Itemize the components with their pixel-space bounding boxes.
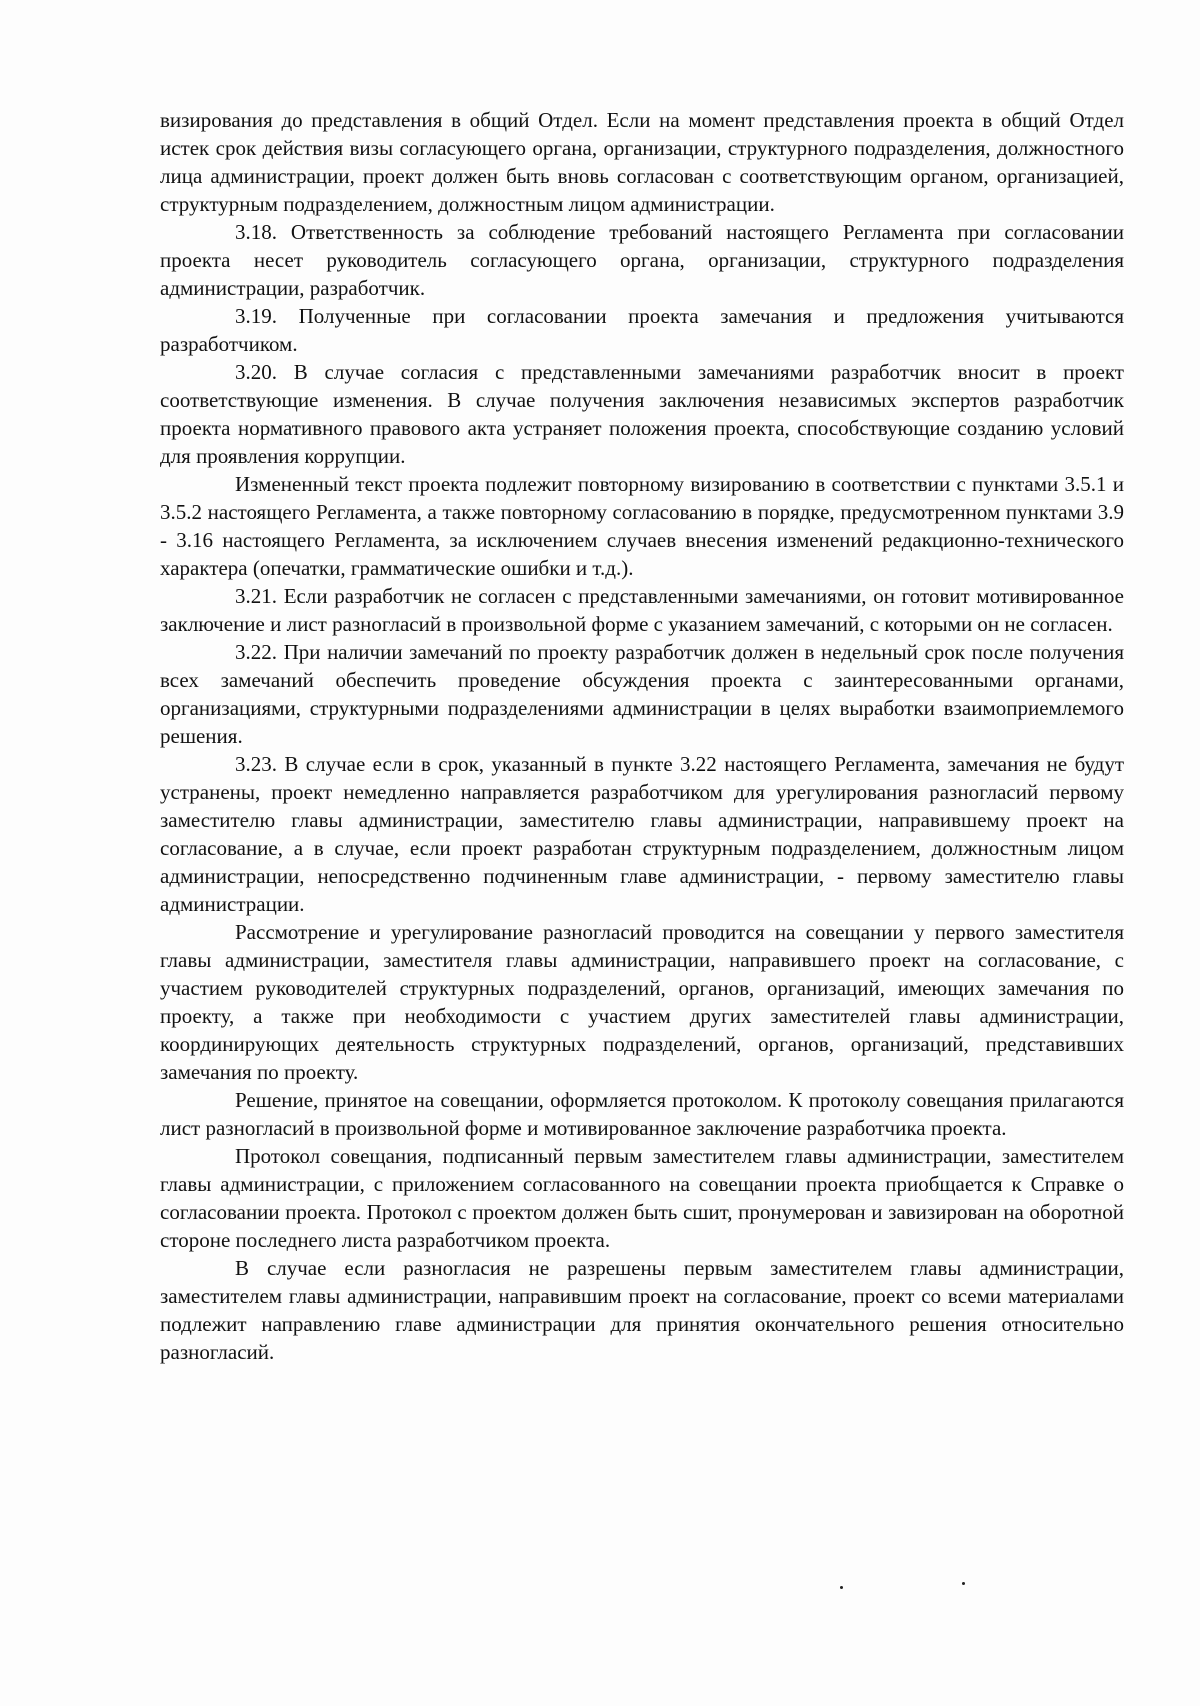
paragraph-3-19: 3.19. Полученные при согласовании проекта замечания и предложения учитываются разработчиком. bbox=[160, 304, 1124, 356]
paragraph-3-22: 3.22. При наличии замечаний по проекту разработчик должен в недельный срок после получения всех замечаний обеспечить проведение обсуждения проекта с заинтересованными органами, организациями, структурными подразделениями администрации в целях выработки взаимоприемлемого решения. bbox=[160, 640, 1124, 748]
scan-speck bbox=[840, 1586, 843, 1589]
paragraph-revised-text: Измененный текст проекта подлежит повторному визированию в соответствии с пунктами 3.5.1 и 3.5.2 настоящего Регламента, а также повторному согласованию в порядке, предусмотренном пунктами 3.9 - 3.16 настоящего Регламента, за исключением случаев внесения изменений редакционно-технического характера (опечатки, грамматические ошибки и т.д.). bbox=[160, 472, 1124, 580]
paragraph-meeting-protocol: Протокол совещания, подписанный первым заместителем главы администрации, заместителем главы администрации, с приложением согласованного на совещании проекта приобщается к Справке о согласовании проекта. Протокол с проектом должен быть сшит, пронумерован и завизирован на оборотной стороне последнего листа разработчиком проекта. bbox=[160, 1144, 1124, 1252]
paragraph-3-20: 3.20. В случае согласия с представленными замечаниями разработчик вносит в проект соответствующие изменения. В случае получения заключения независимых экспертов разработчик проекта нормативного правового акта устраняет положения проекта, способствующие созданию условий для проявления коррупции. bbox=[160, 360, 1124, 468]
paragraph-3-21: 3.21. Если разработчик не согласен с представленными замечаниями, он готовит мотивированное заключение и лист разногласий в произвольной форме с указанием замечаний, с которыми он не согласен. bbox=[160, 584, 1124, 636]
document-body bbox=[160, 106, 1124, 1366]
scan-speck bbox=[962, 1582, 965, 1585]
paragraph-meeting-decision: Решение, принятое на совещании, оформляется протоколом. К протоколу совещания прилагаются лист разногласий в произвольной форме и мотивированное заключение разработчика проекта. bbox=[160, 1088, 1124, 1140]
paragraph-3-23: 3.23. В случае если в срок, указанный в пункте 3.22 настоящего Регламента, замечания не будут устранены, проект немедленно направляется разработчиком для урегулирования разногласий первому заместителю главы администрации, заместителю главы администрации, направившему проект на согласование, а в случае, если проект разработан структурным подразделением, должностным лицом администрации, непосредственно подчиненным главе администрации, - первому заместителю главы администрации. bbox=[160, 752, 1124, 916]
paragraph-disagreement-review: Рассмотрение и урегулирование разногласий проводится на совещании у первого заместителя главы администрации, заместителя главы администрации, направившего проект на согласование, с участием руководителей структурных подразделений, органов, организаций, имеющих замечания по проекту, а также при необходимости с участием других заместителей главы администрации, координирующих деятельность структурных подразделений, органов, организаций, представивших замечания по проекту. bbox=[160, 920, 1124, 1084]
paragraph-unresolved-disagreement: В случае если разногласия не разрешены первым заместителем главы администрации, заместителем главы администрации, направившим проект на согласование, проект со всеми материалами подлежит направлению главе администрации для принятия окончательного решения относительно разногласий. bbox=[160, 1256, 1124, 1364]
paragraph-3-18: 3.18. Ответственность за соблюдение требований настоящего Регламента при согласовании проекта несет руководитель согласующего органа, организации, структурного подразделения администрации, разработчик. bbox=[160, 220, 1124, 300]
paragraph-visa-expiry: визирования до представления в общий Отдел. Если на момент представления проекта в общий Отдел истек срок действия визы согласующего органа, организации, структурного подразделения, должностного лица администрации, проект должен быть вновь согласован с соответствующим органом, организацией, структурным подразделением, должностным лицом администрации. bbox=[160, 108, 1124, 216]
